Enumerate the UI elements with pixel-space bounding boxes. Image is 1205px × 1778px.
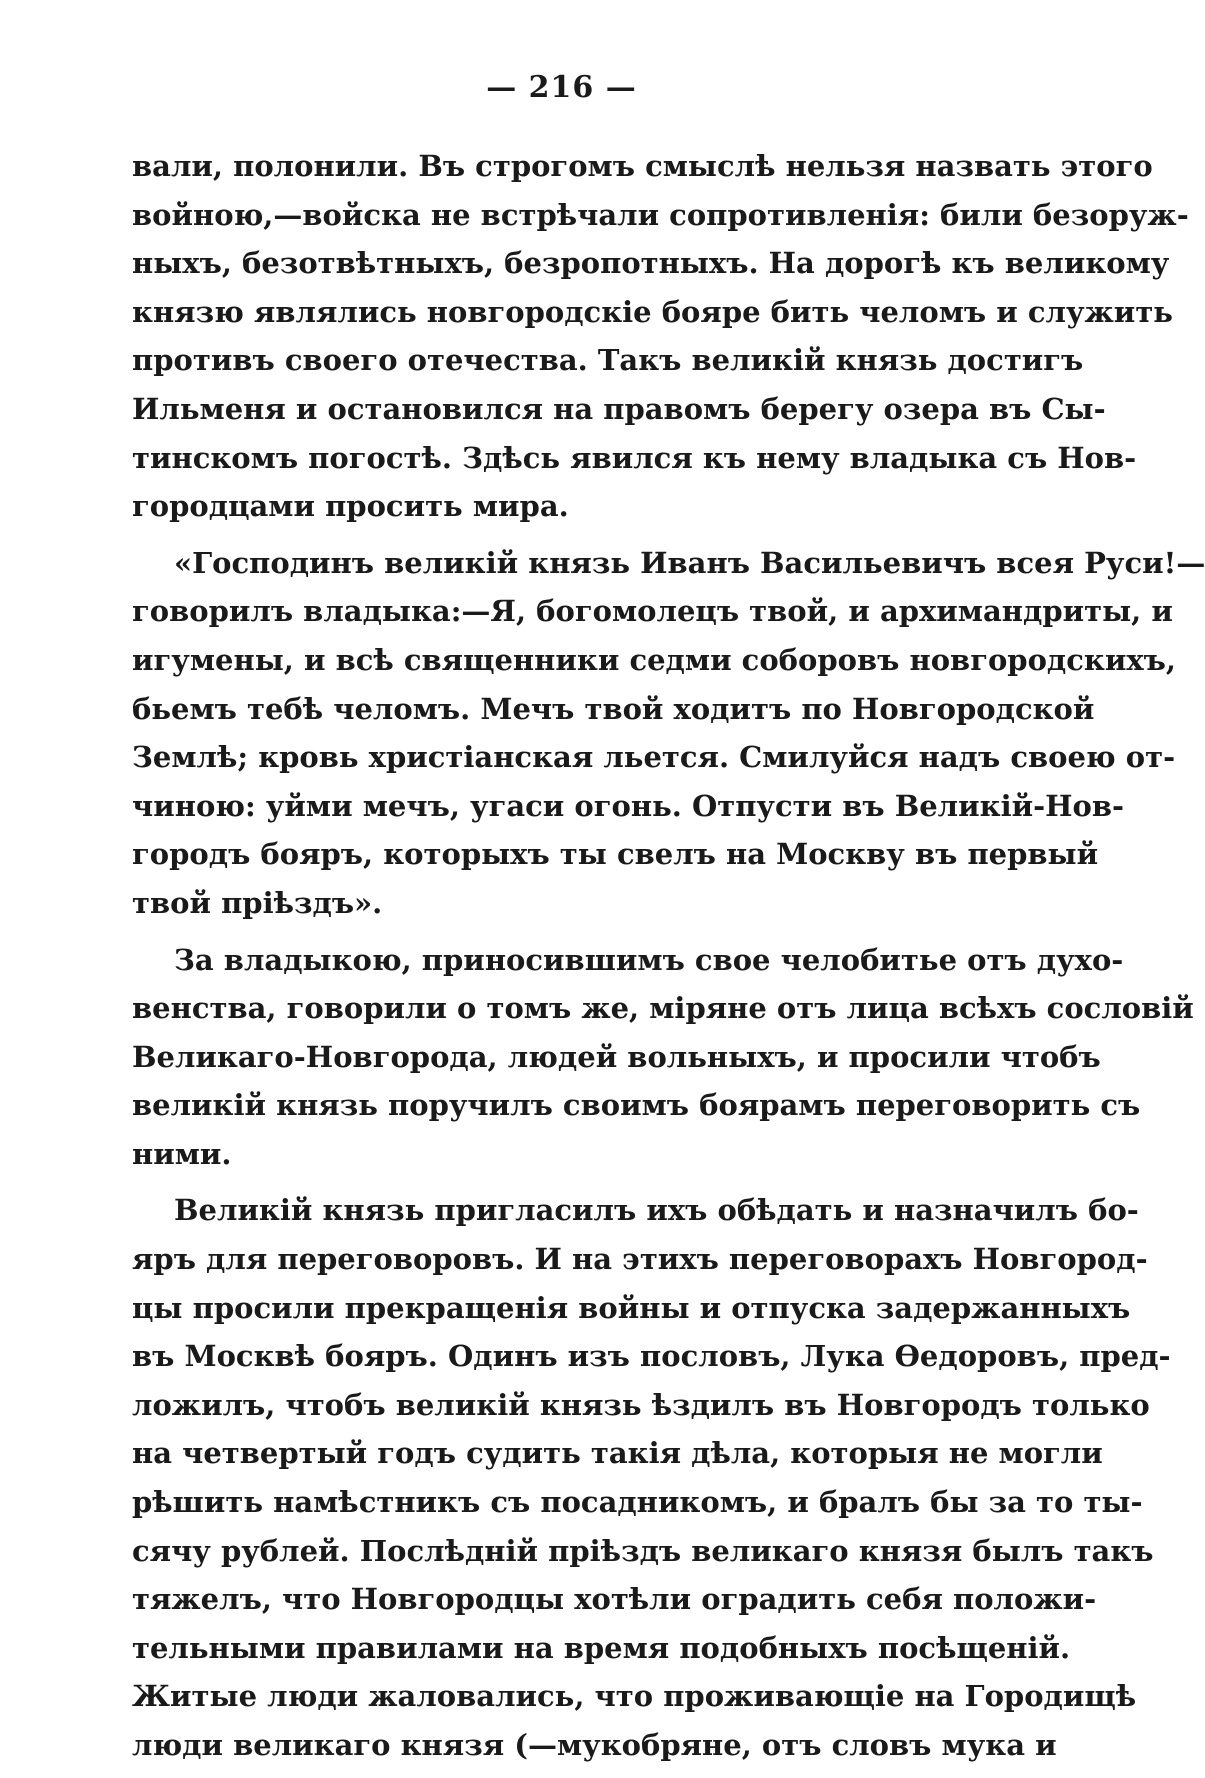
- text-line: Великій князь пригласилъ ихъ обѣдать и назначилъ бо-: [174, 1193, 1139, 1228]
- text-line: ложилъ, чтобъ великій князь ѣздилъ въ Новгородъ только: [132, 1387, 1150, 1422]
- text-line: венства, говорили о томъ же, міряне отъ лица всѣхъ сословій: [132, 991, 1194, 1026]
- text-line: Житые люди жаловались, что проживающіе на Городищѣ: [132, 1679, 1137, 1714]
- text-line: бьемъ тебѣ челомъ. Мечъ твой ходитъ по Новгородской: [132, 691, 1095, 726]
- text-line: тельными правилами на время подобныхъ посѣщеній.: [132, 1630, 1071, 1665]
- text-line: войною,—войска не встрѣчали сопротивленія: били безоруж-: [132, 197, 1189, 232]
- text-line: городцами просить мира.: [132, 489, 569, 524]
- text-line: на четвертый годъ судить такія дѣла, которыя не могли: [132, 1436, 1103, 1471]
- paragraph-1: [132, 142, 1189, 531]
- text-line: ними.: [132, 1136, 232, 1171]
- text-line: Великаго-Новгорода, людей вольныхъ, и просили чтобъ: [132, 1039, 1101, 1074]
- text-line: тинскомъ погостѣ. Здѣсь явился къ нему владыка съ Нов-: [132, 440, 1137, 475]
- text-line: Землѣ; кровь христіанская льется. Смилуйся надъ своею от-: [132, 740, 1176, 775]
- text-line: сячу рублей. Послѣдній пріѣздъ великаго князя былъ такъ: [132, 1533, 1154, 1568]
- text-line: говорилъ владыка:—Я, богомолецъ твой, и архимандриты, и: [132, 594, 1173, 629]
- text-line: твой пріѣздъ».: [132, 885, 383, 920]
- text-line: игумены, и всѣ священники седми соборовъ новгородскихъ,: [132, 642, 1176, 677]
- text-line: князю являлись новгородскіе бояре бить челомъ и служить: [132, 294, 1173, 329]
- text-line: яръ для переговоровъ. И на этихъ переговорахъ Новгород-: [132, 1242, 1148, 1277]
- paragraph-2: [132, 539, 1205, 928]
- text-line: рѣшить намѣстникъ съ посадникомъ, и бралъ бы за то ты-: [132, 1485, 1143, 1520]
- text-line: «Господинъ великій князь Иванъ Васильевичъ всея Руси!—: [174, 545, 1205, 580]
- text-line: цы просили прекращенія войны и отпуска задержанныхъ: [132, 1290, 1131, 1325]
- page-text: [132, 142, 1205, 1778]
- text-line: въ Москвѣ бояръ. Одинъ изъ пословъ, Лука Ѳедоровъ, пред-: [132, 1339, 1171, 1374]
- text-line: ныхъ, безотвѣтныхъ, безропотныхъ. На дорогѣ къ великому: [132, 246, 1170, 281]
- page-number: — 216 —: [486, 70, 637, 105]
- text-line: За владыкою, приносившимъ свое челобитье отъ духо-: [174, 942, 1124, 977]
- text-line: чиною: уйми мечъ, угаси огонь. Отпусти въ Великій-Нов-: [132, 788, 1125, 823]
- paragraph-3: [132, 936, 1194, 1179]
- text-line: противъ своего отечества. Такъ великій князь достигъ: [132, 343, 1084, 378]
- text-line: Ильменя и остановился на правомъ берегу озера въ Сы-: [132, 391, 1106, 426]
- text-line: великій князь поручилъ своимъ боярамъ переговорить съ: [132, 1088, 1141, 1123]
- text-line: люди великаго князя (—мукобряне, отъ словъ мука и: [132, 1728, 1057, 1762]
- text-line: городъ бояръ, которыхъ ты свелъ на Москву въ первый: [132, 837, 1099, 872]
- paragraph-4: [132, 1186, 1171, 1769]
- text-line: тяжелъ, что Новгородцы хотѣли оградить себя положи-: [132, 1582, 1097, 1617]
- text-line: вали, полонили. Въ строгомъ смыслѣ нельзя назвать этого: [132, 149, 1153, 183]
